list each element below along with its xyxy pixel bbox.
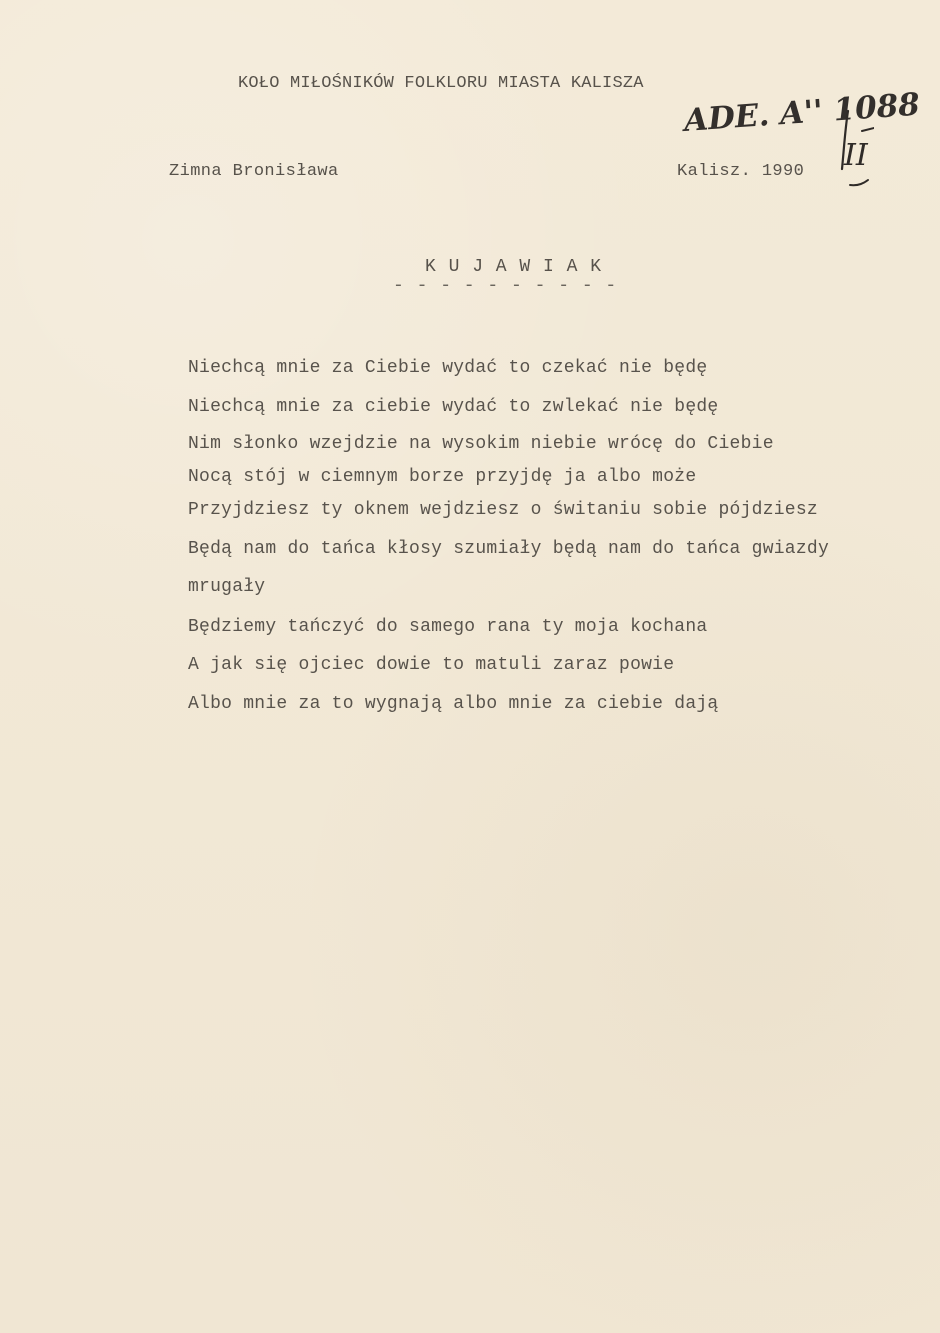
place-date: Kalisz. 1990 <box>677 162 805 181</box>
author-name: Zimna Bronisława <box>169 162 339 181</box>
handwritten-archive-mark <box>682 86 921 195</box>
organization-header: KOŁO MIŁOŚNIKÓW FOLKLORU MIASTA KALISZA <box>238 74 644 93</box>
lyric-line-7: mrugały <box>188 577 266 597</box>
lyric-line-10: Albo mnie za to wygnają albo mnie za ciebie dają <box>188 694 719 714</box>
song-title: K U J A W I A K <box>425 257 603 277</box>
lyric-line-8: Będziemy tańczyć do samego rana ty moja kochana <box>188 617 708 637</box>
lyric-line-4: Nocą stój w ciemnym borze przyjdę ja albo może <box>188 467 697 487</box>
lyric-line-6: Będą nam do tańca kłosy szumiały będą nam do tańca gwiazdy <box>188 539 830 559</box>
lyric-line-3: Nim słonko wzejdzie na wysokim niebie wrócę do Ciebie <box>188 434 774 454</box>
lyric-line-5: Przyjdziesz ty oknem wejdziesz o świtaniu sobie pójdziesz <box>188 500 818 520</box>
lyric-line-2: Niechcą mnie za ciebie wydać to zwlekać nie będę <box>188 397 719 417</box>
lyric-line-1: Niechcą mnie za Ciebie wydać to czekać nie będę <box>188 358 708 378</box>
title-underline: - - - - - - - - - - <box>393 276 618 296</box>
archive-mark-text: ADE. A'' 1088 <box>682 86 921 139</box>
archive-suffix: II <box>844 138 868 173</box>
lyric-line-9: A jak się ojciec dowie to matuli zaraz powie <box>188 655 675 675</box>
archive-mark-strokes <box>684 103 874 195</box>
